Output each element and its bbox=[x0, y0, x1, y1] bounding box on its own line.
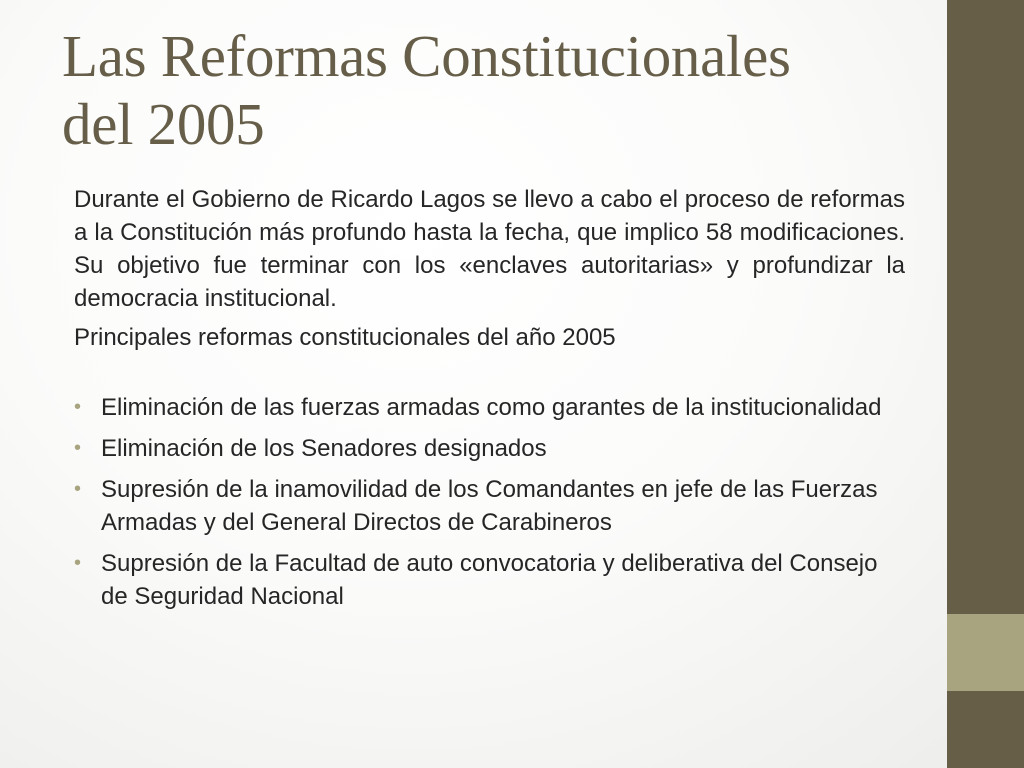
list-item-text: Supresión de la Facultad de auto convocatoria y deliberativa del Consejo de Seguridad Nacional bbox=[101, 550, 878, 610]
section-subtitle: Principales reformas constitucionales del año 2005 bbox=[74, 324, 616, 351]
bullet-icon: • bbox=[74, 552, 82, 574]
bullet-icon: • bbox=[74, 396, 82, 418]
list-item bbox=[74, 547, 905, 613]
bullet-icon: • bbox=[74, 437, 82, 459]
bullet-icon: • bbox=[74, 478, 82, 500]
slide-content bbox=[74, 183, 905, 621]
slide-title-line-1: Las Reformas Constitucionales bbox=[62, 23, 791, 89]
slide-title bbox=[62, 22, 932, 158]
side-decoration-accent bbox=[947, 614, 1024, 691]
slide-title-line-2: del 2005 bbox=[62, 91, 265, 157]
list-item-text: Supresión de la inamovilidad de los Comandantes en jefe de las Fuerzas Armadas y del General Directos de Carabineros bbox=[101, 476, 878, 536]
reforms-list bbox=[74, 391, 905, 613]
list-item bbox=[74, 473, 905, 539]
list-item-text: Eliminación de las fuerzas armadas como garantes de la institucionalidad bbox=[101, 394, 882, 421]
list-item-text: Eliminación de los Senadores designados bbox=[101, 435, 547, 462]
list-item bbox=[74, 432, 905, 465]
list-item bbox=[74, 391, 905, 424]
intro-paragraph: Durante el Gobierno de Ricardo Lagos se llevo a cabo el proceso de reformas a la Constitución más profundo hasta la fecha, que implico 58 modificaciones. Su objetivo fue terminar con los «enclaves autoritarias» y profundizar la democracia institucional. bbox=[74, 186, 905, 312]
